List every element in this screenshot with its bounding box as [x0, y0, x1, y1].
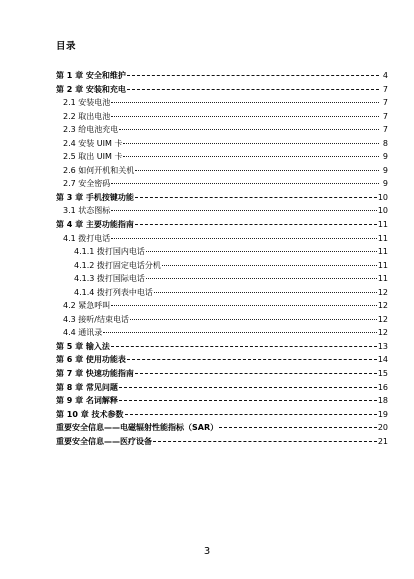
- toc-entry-page: 8: [382, 138, 388, 148]
- toc-entry-label: 第 1 章 安全和维护: [56, 71, 126, 80]
- toc-chapter-entry[interactable]: [56, 435, 388, 449]
- toc-section-entry[interactable]: [56, 245, 388, 259]
- toc-section-entry[interactable]: [56, 259, 388, 273]
- toc-entry-label: 2.1 安装电池: [63, 98, 111, 108]
- toc-dot-leader: [135, 170, 379, 171]
- toc-chapter-entry[interactable]: [56, 83, 388, 97]
- toc-entry-page: 12: [377, 301, 388, 311]
- toc-entry-page: 12: [377, 328, 388, 338]
- toc-chapter-entry[interactable]: [56, 381, 388, 395]
- toc-entry-page: 11: [377, 274, 388, 284]
- toc-entry-page: 14: [377, 355, 388, 365]
- toc-entry-label: 4.1.2 拨打固定电话分机: [74, 260, 161, 270]
- toc-entry-label: 2.2 取出电池: [63, 111, 111, 121]
- toc-entry-page: 15: [377, 369, 388, 379]
- toc-entry-label: 第 7 章 快速功能指南: [56, 369, 134, 379]
- toc-chapter-entry[interactable]: [56, 394, 388, 408]
- toc-entry-page: 19: [377, 409, 388, 419]
- toc-entry-page: 9: [382, 165, 388, 175]
- toc-dot-leader: [153, 441, 377, 442]
- toc-section-entry[interactable]: [56, 286, 388, 300]
- toc-section-entry[interactable]: [56, 110, 388, 124]
- toc-dot-leader: [135, 197, 377, 198]
- toc-dot-leader: [119, 387, 377, 388]
- toc-chapter-entry[interactable]: [56, 69, 388, 83]
- toc-entry-label: 第 6 章 使用功能表: [56, 355, 126, 365]
- toc-entry-page: 10: [377, 206, 388, 216]
- toc-entry-page: 9: [382, 152, 388, 162]
- toc-entry-page: 11: [377, 220, 388, 230]
- toc-section-entry[interactable]: [56, 299, 388, 313]
- toc-chapter-entry[interactable]: [56, 340, 388, 354]
- toc-dot-leader: [135, 373, 377, 374]
- toc-entry-page: 9: [382, 179, 388, 189]
- toc-entry-page: 7: [382, 98, 388, 108]
- toc-entry-page: 7: [382, 125, 388, 135]
- toc-entry-label: 第 5 章 输入法: [56, 341, 110, 351]
- toc-chapter-entry[interactable]: [56, 353, 388, 367]
- toc-entry-label: 2.5 取出 UIM 卡: [63, 152, 123, 162]
- toc-entry-page: 4: [382, 71, 388, 80]
- toc-section-entry[interactable]: [56, 272, 388, 286]
- toc-section-entry[interactable]: [56, 150, 388, 164]
- toc-entry-page: 10: [377, 192, 388, 202]
- toc-entry-page: 11: [377, 233, 388, 243]
- toc-dot-leader: [154, 292, 377, 293]
- toc-entry-label: 2.7 安全密码: [63, 179, 111, 189]
- toc-dot-leader: [135, 224, 377, 225]
- toc-entry-page: 11: [377, 247, 388, 257]
- toc-dot-leader: [111, 102, 379, 103]
- toc-entry-label: 2.4 安装 UIM 卡: [63, 138, 123, 148]
- toc-entry-page: 7: [382, 84, 388, 94]
- toc-dot-leader: [111, 305, 377, 306]
- toc-chapter-entry[interactable]: [56, 408, 388, 422]
- toc-entry-label: 第 9 章 名词解释: [56, 396, 118, 406]
- toc-entry-label: 重要安全信息——电磁辐射性能指标（SAR）: [56, 423, 219, 433]
- toc-entry-label: 4.1.4 拨打列表中电话: [74, 287, 153, 297]
- toc-entry-label: 第 3 章 手机按键功能: [56, 192, 134, 202]
- toc-section-entry[interactable]: [56, 164, 388, 178]
- toc-entry-label: 第 8 章 常见问题: [56, 382, 118, 392]
- toc-entry-label: 第 4 章 主要功能指南: [56, 220, 134, 230]
- toc-section-entry[interactable]: [56, 137, 388, 151]
- toc-entry-label: 3.1 状态图标: [63, 206, 111, 216]
- toc-dot-leader: [127, 359, 377, 360]
- toc-title: 目录: [56, 41, 77, 52]
- toc-dot-leader: [111, 183, 379, 184]
- toc-dot-leader: [125, 414, 377, 415]
- toc-entry-page: 20: [377, 423, 388, 433]
- toc-dot-leader: [119, 400, 377, 401]
- toc-dot-leader: [119, 129, 379, 130]
- toc-entry-label: 2.3 给电池充电: [63, 125, 119, 135]
- toc-dot-leader: [127, 89, 379, 90]
- table-of-contents: [56, 69, 388, 448]
- toc-chapter-entry[interactable]: [56, 218, 388, 232]
- toc-entry-page: 16: [377, 382, 388, 392]
- toc-section-entry[interactable]: [56, 96, 388, 110]
- toc-section-entry[interactable]: [56, 326, 388, 340]
- toc-chapter-entry[interactable]: [56, 367, 388, 381]
- toc-chapter-entry[interactable]: [56, 421, 388, 435]
- toc-dot-leader: [146, 278, 377, 279]
- toc-section-entry[interactable]: [56, 177, 388, 191]
- toc-dot-leader: [123, 156, 379, 157]
- toc-entry-label: 第 10 章 技术参数: [56, 409, 124, 419]
- toc-dot-leader: [127, 75, 379, 76]
- toc-entry-page: 7: [382, 111, 388, 121]
- toc-section-entry[interactable]: [56, 313, 388, 327]
- toc-entry-label: 4.1.3 拨打国际电话: [74, 274, 145, 284]
- toc-entry-page: 12: [377, 314, 388, 324]
- toc-entry-label: 2.6 如何开机和关机: [63, 165, 135, 175]
- toc-entry-label: 4.3 接听/结束电话: [63, 314, 129, 324]
- toc-section-entry[interactable]: [56, 123, 388, 137]
- toc-dot-leader: [219, 427, 377, 428]
- toc-dot-leader: [111, 238, 377, 239]
- toc-dot-leader: [146, 251, 377, 252]
- toc-dot-leader: [111, 116, 379, 117]
- toc-dot-leader: [162, 265, 377, 266]
- toc-entry-label: 4.1.1 拨打国内电话: [74, 247, 145, 257]
- toc-entry-label: 重要安全信息——医疗设备: [56, 436, 152, 446]
- toc-entry-label: 第 2 章 安装和充电: [56, 84, 126, 94]
- toc-entry-page: 12: [377, 287, 388, 297]
- page-number: 3: [203, 546, 211, 557]
- toc-dot-leader: [103, 332, 377, 333]
- toc-entry-label: 4.1 拨打电话: [63, 233, 111, 243]
- toc-entry-page: 18: [377, 396, 388, 406]
- toc-entry-page: 11: [377, 260, 388, 270]
- toc-dot-leader: [130, 319, 377, 320]
- toc-entry-label: 4.4 通讯录: [63, 328, 103, 338]
- toc-entry-label: 4.2 紧急呼叫: [63, 301, 111, 311]
- toc-chapter-entry[interactable]: [56, 191, 388, 205]
- toc-dot-leader: [111, 346, 377, 347]
- toc-dot-leader: [123, 143, 379, 144]
- toc-entry-page: 21: [377, 436, 388, 446]
- toc-entry-page: 13: [377, 341, 388, 351]
- toc-section-entry[interactable]: [56, 232, 388, 246]
- toc-dot-leader: [111, 210, 377, 211]
- toc-section-entry[interactable]: [56, 204, 388, 218]
